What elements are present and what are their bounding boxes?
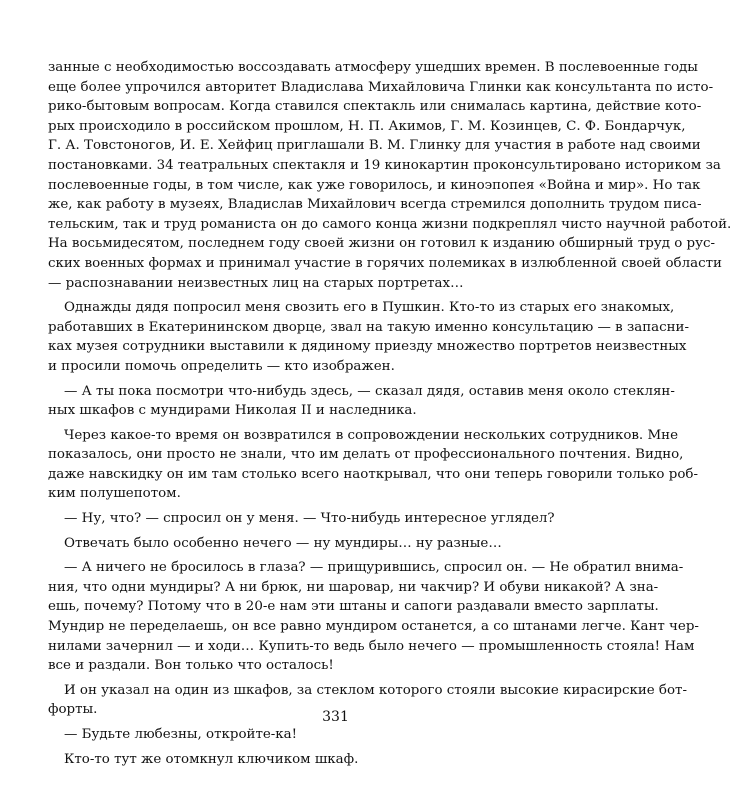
text-line: Отвечать было особенно нечего — ну мундиры… ну разные… xyxy=(64,535,502,551)
paragraph-10 xyxy=(48,750,623,770)
text-line: — А ты пока посмотри что-нибудь здесь, — сказал дядя, оставив меня около стеклян- xyxy=(64,383,675,399)
text-line: Г. А. Товстоногов, И. Е. Хейфиц приглашали В. М. Глинку для участия в работе над своими xyxy=(48,138,701,154)
page-body xyxy=(48,58,731,769)
text-line: Кто-то тут же отомкнул ключиком шкаф. xyxy=(64,751,359,767)
paragraph-5 xyxy=(48,509,623,529)
text-line: же, как работу в музеях, Владислав Михайлович всегда стремился дополнить трудом писа- xyxy=(48,197,702,213)
text-line: даже навскидку он им там столько всего наоткрывал, что они теперь говорили только роб- xyxy=(48,466,698,482)
paragraph-7 xyxy=(48,558,699,676)
text-line: ных шкафов с мундирами Николая II и наследника. xyxy=(48,403,417,419)
text-line: форты. xyxy=(48,702,98,718)
text-line: ния, что одни мундиры? А ни брюк, ни шаровар, ни чакчир? И обуви никакой? А зна- xyxy=(48,579,659,595)
text-line: — Ну, что? — спросил он у меня. — Что-нибудь интересное углядел? xyxy=(64,511,555,527)
paragraph-3 xyxy=(48,382,675,421)
text-line: нилами зачернил — и ходи… Купить-то ведь было нечего — промышленность стояла! Нам xyxy=(48,638,695,654)
paragraph-4 xyxy=(48,426,698,504)
text-line: — Будьте любезны, откройте-ка! xyxy=(64,727,298,742)
text-line: и просили помочь определить — кто изображен. xyxy=(48,358,395,374)
text-line: тельским, так и труд романиста он до самого конца жизни подкреплял чисто научной работой. xyxy=(48,216,731,232)
text-line: — распознавании неизвестных лиц на старых портретах… xyxy=(48,275,464,291)
paragraph-6 xyxy=(48,534,623,554)
text-line: работавших в Екатерининском дворце, звал на такую именно консультацию — в запасни- xyxy=(48,319,690,335)
paragraph-1 xyxy=(48,58,731,293)
text-line: — А ничего не бросилось в глаза? — прищурившись, спросил он. — Не обратил внима- xyxy=(64,560,684,576)
text-line: Однажды дядя попросил меня свозить его в Пушкин. Кто-то из старых его знакомых, xyxy=(64,300,675,316)
text-line: еще более упрочился авторитет Владислава Михайловича Глинки как консультанта по исто- xyxy=(48,79,714,95)
text-line: все и раздали. Вон только что осталось! xyxy=(48,658,334,674)
text-line: ешь, почему? Потому что в 20-е нам эти штаны и сапоги раздавали вместо зарплаты. xyxy=(48,599,659,615)
text-line: Мундир не переделаешь, он все равно мундиром останется, а со штанами легче. Кант чер- xyxy=(48,619,699,635)
text-line: ках музея сотрудники выставили к дядиному приезду множество портретов неизвестных xyxy=(48,339,687,355)
text-line: послевоенные годы, в том числе, как уже говорилось, и киноэпопея «Война и мир». Но так xyxy=(48,177,701,193)
text-line: рико-бытовым вопросам. Когда ставился спектакль или снималась картина, действие кото- xyxy=(48,99,702,115)
text-line: ских военных формах и принимал участие в горячих полемиках в излюбленной своей области xyxy=(48,255,722,271)
text-line: показалось, они просто не знали, что им делать от профессионального почтения. Видно, xyxy=(48,447,684,463)
text-line: Через какое-то время он возвратился в сопровождении нескольких сотрудников. Мне xyxy=(64,427,679,443)
text-line: рых происходило в российском прошлом, Н. П. Акимов, Г. М. Козинцев, С. Ф. Бондарчук, xyxy=(48,118,686,134)
text-line: ким полушепотом. xyxy=(48,486,181,502)
text-line: занные с необходимостью воссоздавать атмосферу ушедших времен. В послевоенные годы xyxy=(48,60,698,75)
paragraph-2 xyxy=(48,298,690,376)
paragraph-9 xyxy=(48,725,623,745)
page-number: 331 xyxy=(322,709,349,725)
text-line: И он указал на один из шкафов, за стеклом которого стояли высокие кирасирские бот- xyxy=(64,682,687,698)
text-line: постановками. 34 театральных спектакля и 19 кинокартин проконсультировано историком за xyxy=(48,157,721,173)
text-line: На восьмидесятом, последнем году своей жизни он готовил к изданию обширный труд о рус- xyxy=(48,236,716,252)
